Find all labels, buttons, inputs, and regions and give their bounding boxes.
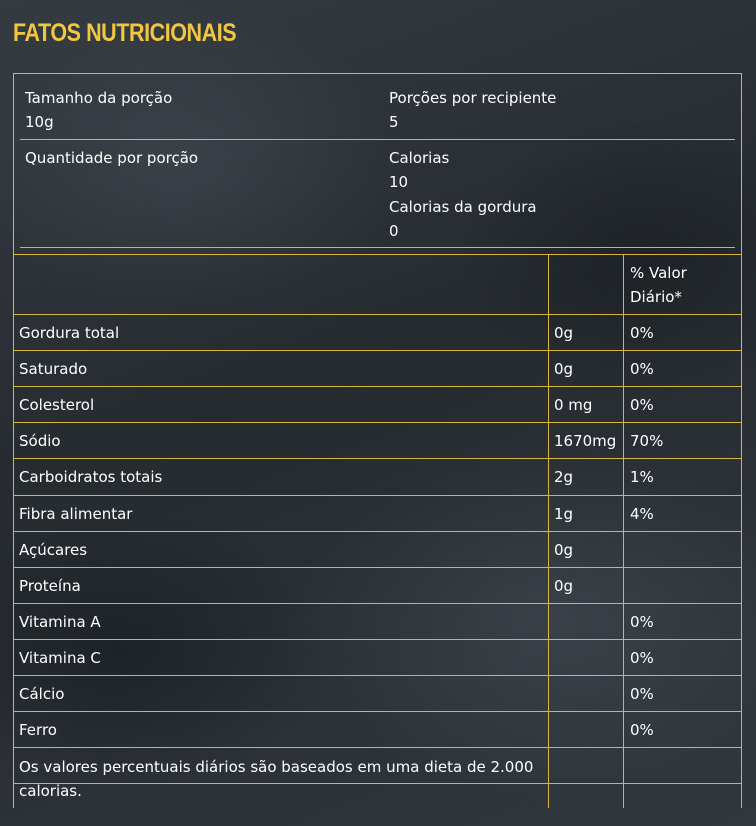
serving-size-value: 10g	[25, 113, 54, 131]
header-divider	[20, 139, 735, 140]
nutrient-name: Gordura total	[19, 324, 120, 342]
nutrient-name: Sódio	[19, 432, 61, 450]
serving-size-label: Tamanho da porção	[25, 89, 173, 107]
table-row-divider	[13, 639, 742, 640]
nutrient-name: Açúcares	[19, 541, 88, 559]
table-row-divider	[13, 422, 742, 423]
table-row-divider	[13, 747, 742, 748]
nutrient-name: Fibra alimentar	[19, 505, 133, 523]
header-box-top-border	[13, 73, 742, 74]
nutrient-daily-value: 0%	[630, 360, 654, 378]
header-box-left-border	[13, 73, 14, 255]
nutrient-amount: 0g	[554, 324, 574, 342]
table-row-divider	[13, 386, 742, 387]
nutrient-name: Vitamina A	[19, 613, 101, 631]
nutrient-daily-value: 4%	[630, 505, 654, 523]
nutrient-amount: 2g	[554, 468, 574, 486]
servings-per-container-label: Porções por recipiente	[389, 89, 557, 107]
nutrient-daily-value: 0%	[630, 721, 654, 739]
nutrient-amount: 0g	[554, 360, 574, 378]
table-row-divider	[13, 603, 742, 604]
nutrient-daily-value: 0%	[630, 685, 654, 703]
table-row-divider	[13, 531, 742, 532]
nutrient-amount: 0 mg	[554, 396, 593, 414]
table-row-divider	[13, 495, 742, 496]
nutrient-name: Ferro	[19, 721, 57, 739]
nutrient-daily-value: 0%	[630, 324, 654, 342]
nutrient-daily-value: 0%	[630, 649, 654, 667]
nutrient-name: Carboidratos totais	[19, 468, 163, 486]
nutrient-amount: 0g	[554, 577, 574, 595]
nutrient-name: Proteína	[19, 577, 81, 595]
table-row-divider	[13, 675, 742, 676]
table-row-divider	[13, 314, 742, 315]
footnote: Os valores percentuais diários são baseados em uma dieta de 2.000 calorias.	[19, 758, 534, 800]
nutrient-daily-value: 70%	[630, 432, 664, 450]
calories-label: Calorias	[389, 149, 450, 167]
nutrient-amount: 1670mg	[554, 432, 617, 450]
calories-from-fat-value: 0	[389, 222, 399, 240]
nutrient-amount: 0g	[554, 541, 574, 559]
daily-value-header: % Valor Diário*	[630, 264, 687, 306]
nutrient-daily-value: 0%	[630, 396, 654, 414]
table-top-border	[13, 254, 742, 255]
nutrient-name: Colesterol	[19, 396, 95, 414]
nutrient-name: Saturado	[19, 360, 88, 378]
table-row-divider	[13, 458, 742, 459]
header-bottom-divider	[20, 247, 735, 248]
page-title: FATOS NUTRICIONAIS	[13, 19, 237, 47]
amount-per-serving-label: Quantidade por porção	[25, 149, 199, 167]
calories-from-fat-label: Calorias da gordura	[389, 198, 537, 216]
nutrient-name: Vitamina C	[19, 649, 101, 667]
servings-per-container-value: 5	[389, 113, 399, 131]
nutrient-daily-value: 1%	[630, 468, 654, 486]
nutrient-name: Cálcio	[19, 685, 65, 703]
table-row-divider	[13, 350, 742, 351]
header-box-right-border	[741, 73, 742, 255]
nutrient-amount: 1g	[554, 505, 574, 523]
table-row-divider	[13, 567, 742, 568]
nutrient-daily-value: 0%	[630, 613, 654, 631]
calories-value: 10	[389, 173, 409, 191]
table-row-divider	[13, 711, 742, 712]
